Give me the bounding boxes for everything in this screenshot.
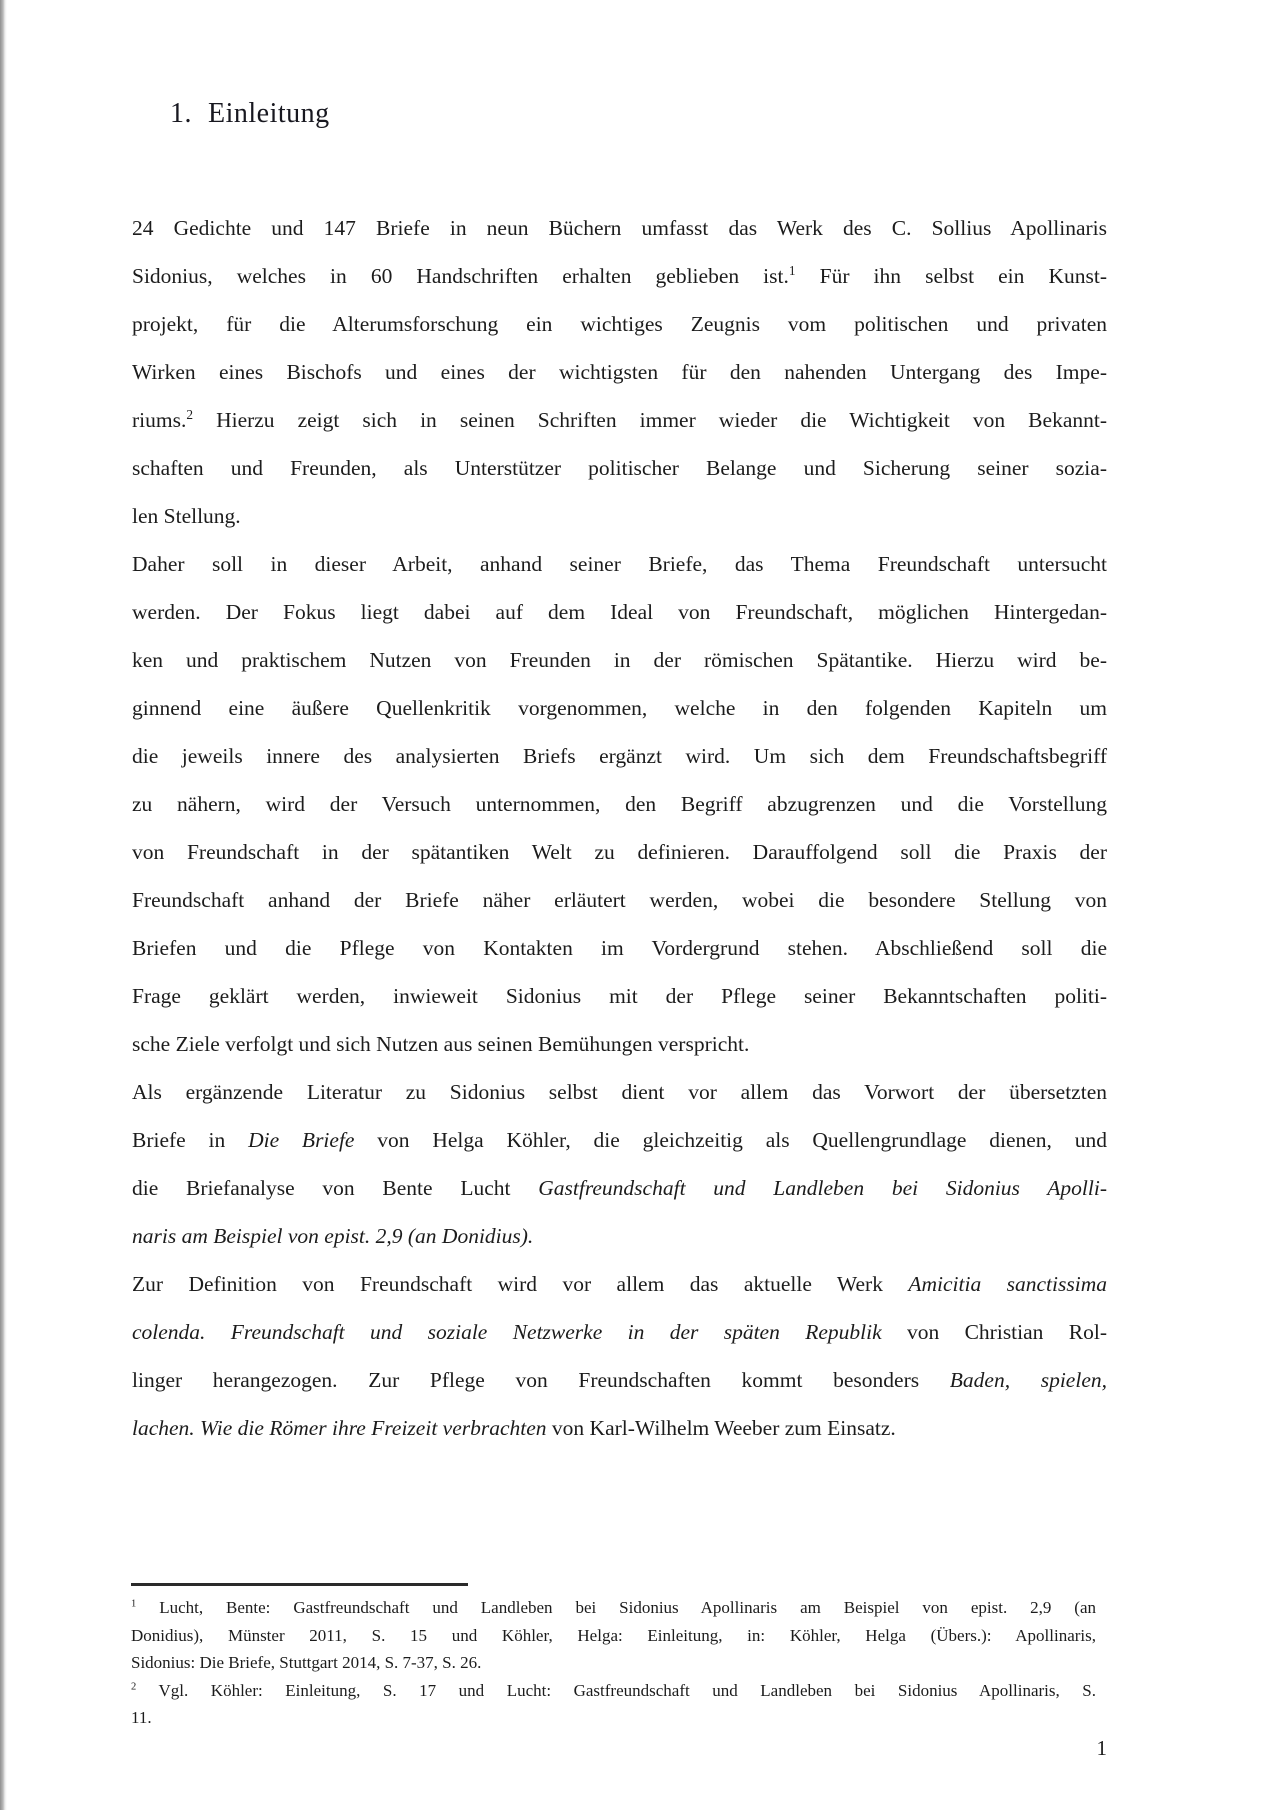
body-text <box>132 204 1107 1452</box>
text-line <box>132 1164 1107 1212</box>
text-run: Donidius), Münster 2011, S. 15 und Köhler, Helga: Einleitung, in: Köhler, Helga (Übers.): Apollinaris, <box>131 1625 1096 1645</box>
text-run: len Stellung. <box>132 504 241 528</box>
text-run: Die Briefe <box>248 1128 355 1152</box>
page-number: 1 <box>1096 1736 1107 1760</box>
text-line <box>132 1116 1107 1164</box>
text-run: Gastfreundschaft und Landleben bei Sidonius Apolli- <box>538 1176 1107 1200</box>
text-line <box>132 1308 1107 1356</box>
text-run: ginnend eine äußere Quellenkritik vorgenommen, welche in den folgenden Kapiteln um <box>132 696 1107 720</box>
text-line <box>132 252 1107 300</box>
text-line <box>132 540 1107 588</box>
text-line <box>131 1649 1096 1677</box>
text-run: Amicitia sanctissima <box>908 1272 1107 1296</box>
text-run: Sidonius, welches in 60 Handschriften erhalten geblieben ist. <box>132 264 789 288</box>
text-line <box>132 1020 1107 1068</box>
text-run: Briefe in <box>132 1128 249 1152</box>
text-line <box>132 204 1107 252</box>
text-run: Sidonius: Die Briefe, Stuttgart 2014, S. 7-37, S. 26. <box>131 1653 482 1673</box>
text-run: die Briefanalyse von Bente Lucht <box>132 1176 539 1200</box>
text-line <box>132 588 1107 636</box>
text-line <box>132 684 1107 732</box>
text-run: linger herangezogen. Zur Pflege von Freundschaften kommt besonders <box>132 1368 950 1392</box>
text-line <box>132 492 1107 540</box>
heading-number: 1. <box>170 98 192 129</box>
text-line <box>132 300 1107 348</box>
text-run: von Karl-Wilhelm Weeber zum Einsatz. <box>546 1416 896 1440</box>
heading-text: Einleitung <box>208 98 330 129</box>
text-run: werden. Der Fokus liegt dabei auf dem Ideal von Freundschaft, möglichen Hintergedan- <box>132 600 1107 624</box>
text-run: naris am Beispiel von epist. 2,9 (an Donidius). <box>132 1224 534 1248</box>
text-line <box>132 1068 1107 1116</box>
text-line <box>132 348 1107 396</box>
text-run: colenda. Freundschaft und soziale Netzwerke in der späten Republik <box>132 1320 882 1344</box>
text-line <box>132 636 1107 684</box>
footnote-marker: 2 <box>186 406 194 422</box>
text-line <box>131 1704 1096 1732</box>
footnote-separator <box>131 1583 468 1586</box>
text-run: sche Ziele verfolgt und sich Nutzen aus seinen Bemühungen verspricht. <box>132 1032 750 1056</box>
text-line <box>131 1622 1096 1650</box>
text-line <box>132 396 1107 444</box>
text-run: Für ihn selbst ein Kunst- <box>795 264 1107 288</box>
text-run: von Helga Köhler, die gleichzeitig als Quellengrundlage dienen, und <box>354 1128 1107 1152</box>
footnote-marker: 1 <box>788 262 796 278</box>
text-run: Vgl. Köhler: Einleitung, S. 17 und Lucht: Gastfreundschaft und Landleben bei Sidonius Apollinaris, S. <box>136 1680 1096 1700</box>
text-run: Baden, spielen, <box>949 1368 1107 1392</box>
text-line <box>132 1212 1107 1260</box>
text-line <box>131 1594 1096 1622</box>
text-run: schaften und Freunden, als Unterstützer politischer Belange und Sicherung seiner sozia- <box>132 456 1107 480</box>
text-run: Frage geklärt werden, inwieweit Sidonius mit der Pflege seiner Bekanntschaften politi- <box>132 984 1107 1008</box>
text-run: projekt, für die Alterumsforschung ein wichtiges Zeugnis vom politischen und privaten <box>132 312 1107 336</box>
text-run: zu nähern, wird der Versuch unternommen, den Begriff abzugrenzen und die Vorstellung <box>132 792 1107 816</box>
text-line <box>132 1404 1107 1452</box>
text-line <box>132 1260 1107 1308</box>
footnotes <box>131 1594 1096 1732</box>
text-run: von Freundschaft in der spätantiken Welt zu definieren. Darauffolgend soll die Praxis der <box>132 840 1107 864</box>
text-run: riums. <box>132 408 187 432</box>
text-line <box>131 1677 1096 1705</box>
text-line <box>132 780 1107 828</box>
footnote-marker: 1 <box>131 1598 137 1610</box>
text-run: 11. <box>131 1708 152 1728</box>
text-run: die jeweils innere des analysierten Briefs ergänzt wird. Um sich dem Freundschaftsbegriff <box>132 744 1107 768</box>
text-line <box>132 828 1107 876</box>
text-run: Briefen und die Pflege von Kontakten im Vordergrund stehen. Abschließend soll die <box>132 936 1107 960</box>
section-heading <box>170 98 330 130</box>
text-run: von Christian Rol- <box>881 1320 1108 1344</box>
text-run: Zur Definition von Freundschaft wird vor allem das aktuelle Werk <box>132 1272 909 1296</box>
text-line <box>132 972 1107 1020</box>
text-run: ken und praktischem Nutzen von Freunden in der römischen Spätantike. Hierzu wird be- <box>132 648 1107 672</box>
text-line <box>132 732 1107 780</box>
text-run: lachen. Wie die Römer ihre Freizeit verbrachten <box>132 1416 547 1440</box>
text-line <box>132 444 1107 492</box>
text-run: Wirken eines Bischofs und eines der wichtigsten für den nahenden Untergang des Impe- <box>132 360 1107 384</box>
footnote-marker: 2 <box>131 1681 137 1693</box>
text-run: Hierzu zeigt sich in seinen Schriften immer wieder die Wichtigkeit von Bekannt- <box>193 408 1107 432</box>
text-run: 24 Gedichte und 147 Briefe in neun Büchern umfasst das Werk des C. Sollius Apollinaris <box>132 216 1107 240</box>
text-run: Lucht, Bente: Gastfreundschaft und Landleben bei Sidonius Apollinaris am Beispiel von epist. 2,9 (an <box>136 1598 1096 1617</box>
text-line <box>132 924 1107 972</box>
scan-edge <box>0 0 7 1810</box>
text-line <box>132 876 1107 924</box>
text-run: Freundschaft anhand der Briefe näher erläutert werden, wobei die besondere Stellung von <box>132 888 1107 912</box>
text-line <box>132 1356 1107 1404</box>
text-run: Daher soll in dieser Arbeit, anhand seiner Briefe, das Thema Freundschaft untersucht <box>132 552 1107 576</box>
text-run: Als ergänzende Literatur zu Sidonius selbst dient vor allem das Vorwort der übersetzten <box>132 1080 1107 1104</box>
